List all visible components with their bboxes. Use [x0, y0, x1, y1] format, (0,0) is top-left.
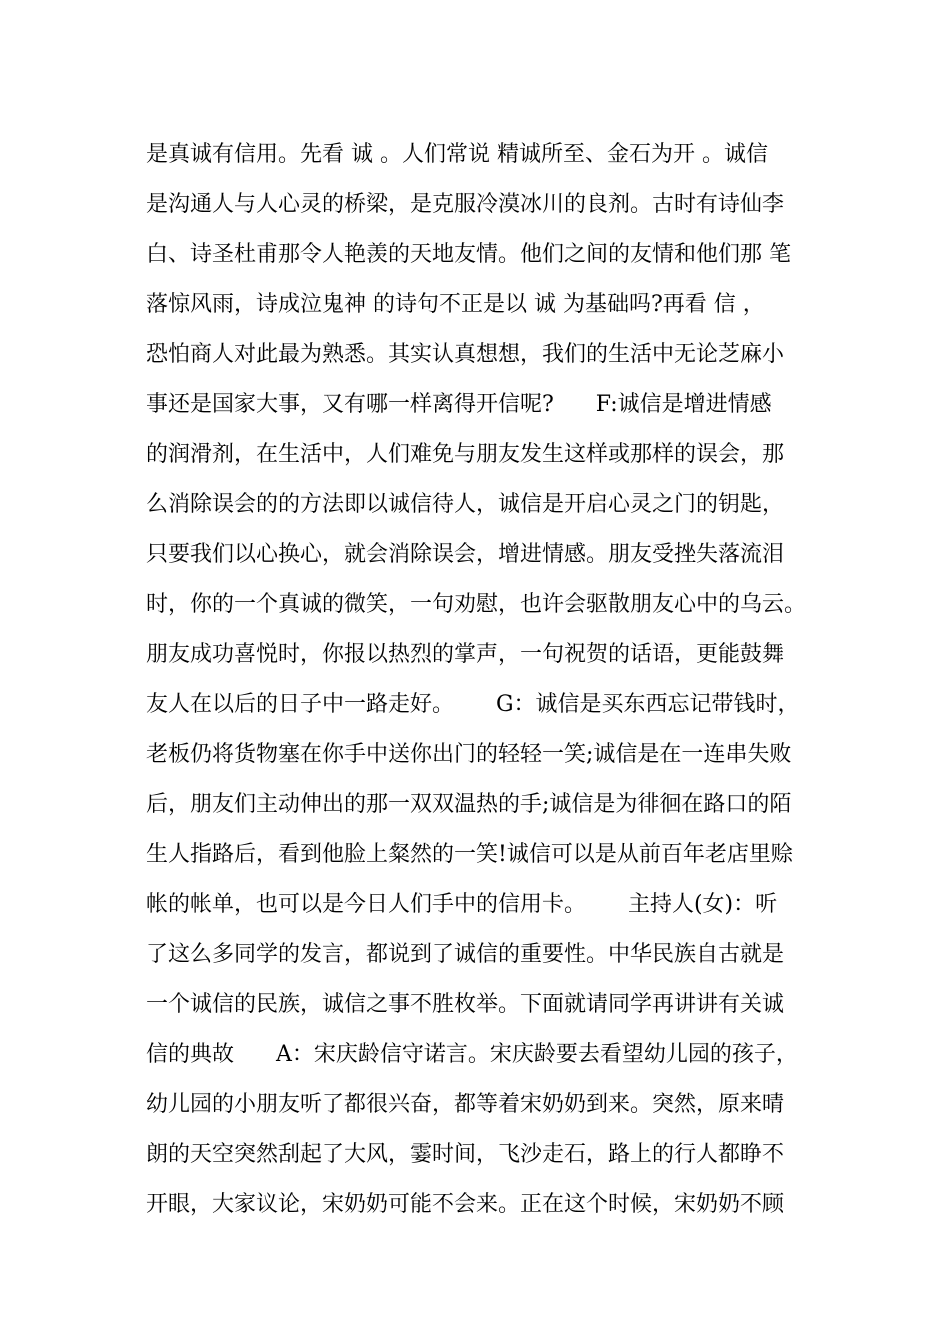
text-line: 一个诚信的民族，诚信之事不胜枚举。下面就请同学再讲讲有关诚: [146, 992, 785, 1017]
text-line: 幼儿园的小朋友听了都很兴奋，都等着宋奶奶到来。突然，原来晴: [146, 1092, 785, 1117]
text-line: 是真诚有信用。先看 诚 。人们常说 精诚所至、金石为开 。诚信: [146, 142, 768, 167]
text-line: 么消除误会的的方法即以诚信待人，诚信是开启心灵之门的钥匙，: [146, 492, 785, 517]
text-line: 落惊风雨，诗成泣鬼神 的诗句不正是以 诚 为基础吗?再看 信 ，: [146, 292, 765, 317]
text-line: 是沟通人与人心灵的桥梁，是克服冷漠冰川的良剂。古时有诗仙李: [146, 192, 785, 217]
text-line: 朗的天空突然刮起了大风，霎时间，飞沙走石，路上的行人都睁不: [146, 1142, 785, 1167]
text-line: 白、诗圣杜甫那令人艳羡的天地友情。他们之间的友情和他们那 笔: [146, 242, 791, 267]
text-line: 友人在以后的日子中一路走好。 G：诚信是买东西忘记带钱时，: [146, 692, 800, 717]
text-line: 事还是国家大事，又有哪一样离得开信呢? F:诚信是增进情感: [146, 392, 772, 417]
text-line: 朋友成功喜悦时，你报以热烈的掌声，一句祝贺的话语，更能鼓舞: [146, 642, 785, 667]
text-line: 帐的帐单，也可以是今日人们手中的信用卡。 主持人(女)：听: [146, 892, 778, 917]
text-line: 时，你的一个真诚的微笑，一句劝慰，也许会驱散朋友心中的乌云。: [146, 592, 807, 617]
text-line: 信的典故 A：宋庆龄信守诺言。宋庆龄要去看望幼儿园的孩子，: [146, 1042, 798, 1067]
text-line: 生人指路后，看到他脸上粲然的一笑!诚信可以是从前百年老店里赊: [146, 842, 793, 867]
text-line: 了这么多同学的发言，都说到了诚信的重要性。中华民族自古就是: [146, 942, 785, 967]
text-line: 后，朋友们主动伸出的那一双双温热的手;诚信是为徘徊在路口的陌: [146, 792, 792, 817]
text-line: 恐怕商人对此最为熟悉。其实认真想想，我们的生活中无论芝麻小: [146, 342, 785, 367]
text-line: 只要我们以心换心，就会消除误会，增进情感。朋友受挫失落流泪: [146, 542, 785, 567]
text-line: 开眼，大家议论，宋奶奶可能不会来。正在这个时候，宋奶奶不顾: [146, 1192, 785, 1217]
body-text: [146, 130, 826, 1230]
text-line: 的润滑剂，在生活中，人们难免与朋友发生这样或那样的误会，那: [146, 442, 785, 467]
text-line: 老板仍将货物塞在你手中送你出门的轻轻一笑;诚信是在一连串失败: [146, 742, 792, 767]
